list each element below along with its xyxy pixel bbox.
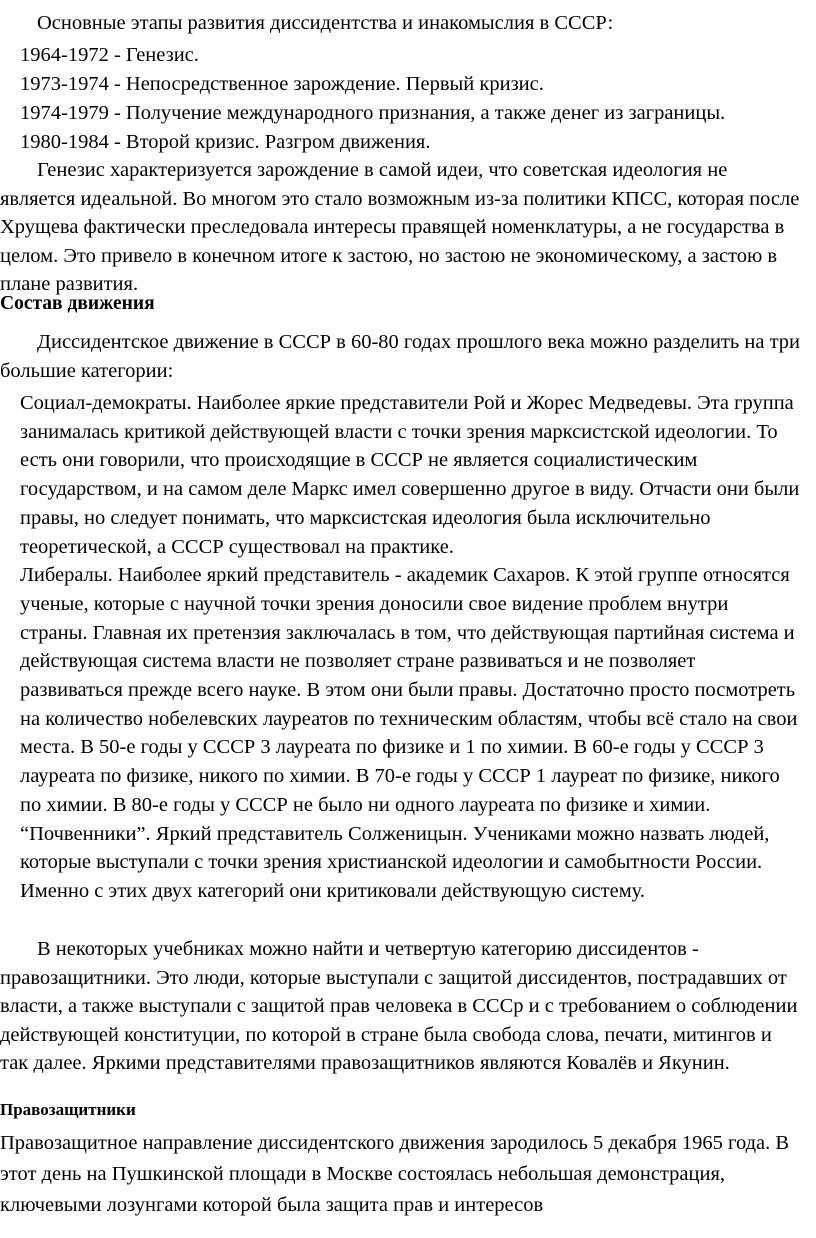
composition-heading: Состав движения (0, 293, 155, 314)
stage-item: 1973-1974 - Непосредственное зарождение. Первый кризис. (20, 73, 544, 95)
category-liberals: Либералы. Наиболее яркий представитель - академик Сахаров. К этой группе относятся ученые, которые с научной точки зрения доносили свое видение проблем внутри страны. Главная их претензия заключалась в том, что действующая партийная система и действующая система власти не позволяет стране развиваться и не позволяет развиваться прежде всего науке. В этом они были правы. Достаточно просто посмотреть на количество нобелевских лауреатов по техническим областям, чтобы всё стало на свои места. В 50-е годы у СССР 3 лауреата по физике и 1 по химии. В 60-е годы у СССР 3 лауреата по физике, никого по химии. В 70-е годы у СССР 1 лауреат по физике, никого по химии. В 80-е годы у СССР не было ни одного лауреата по физике и химии. (20, 564, 798, 816)
categories-list (20, 389, 800, 906)
intro-line: Основные этапы развития диссидентства и инакомыслия в СССР: (37, 12, 614, 34)
fourth-category-paragraph: В некоторых учебниках можно найти и четвертую категорию диссидентов - правозащитники. Это люди, которые выступали с защитой диссидентов, пострадавших от власти, а также выступали с защитой прав человека в СССр и с требованием о соблюдении действующей конституции, по которой в стране была свобода слова, печати, митингов и так далее. Яркими представителями правозащитников являются Ковалёв и Якунин. (0, 938, 798, 1074)
stage-item: 1980-1984 - Второй кризис. Разгром движения. (20, 131, 431, 153)
stages-list (20, 41, 725, 157)
genesis-paragraph: Генезис характеризуется зарождение в самой идеи, что советская идеология не является идеальной. Во многом это стало возможным из-за политики КПСС, которая после Хрущева фактически преследовала интересы правящей номенклатуры, а не государства в целом. Это привело в конечном итоге к застою, но застою не экономическому, а застою в плане развития. (0, 159, 800, 295)
stage-item: 1974-1979 - Получение международного признания, а также денег из заграницы. (20, 102, 726, 124)
rights-heading: Правозащитники (0, 1100, 136, 1119)
category-pochvenniki: “Почвенники”. Яркий представитель Солженицын. Учениками можно назвать людей, которые выступали с точки зрения христианской идеологии и самобытности России. Именно с этих двух категорий они критиковали действующую систему. (20, 822, 770, 902)
composition-intro: Диссидентское движение в СССР в 60-80 годах прошлого века можно разделить на три большие категории: (0, 331, 801, 382)
rights-paragraph: Правозащитное направление диссидентского движения зародилось 5 декабря 1965 года. В этот день на Пушкинской площади в Москве состоялась небольшая демонстрация, ключевыми лозунгами которой была защита прав и интересов (0, 1132, 790, 1216)
stage-item: 1964-1972 - Генезис. (20, 44, 199, 66)
category-social-democrats: Социал-демократы. Наиболее яркие представители Рой и Жорес Медведевы. Эта группа занималась критикой действующей власти с точки зрения марксистской идеологии. То есть они говорили, что происходящие в СССР не является социалистическим государством, и на самом деле Маркс имел совершенно другое в виду. Отчасти они были правы, но следует понимать, что марксистская идеология была исключительно теоретической, а СССР существовал на практике. (20, 392, 800, 558)
